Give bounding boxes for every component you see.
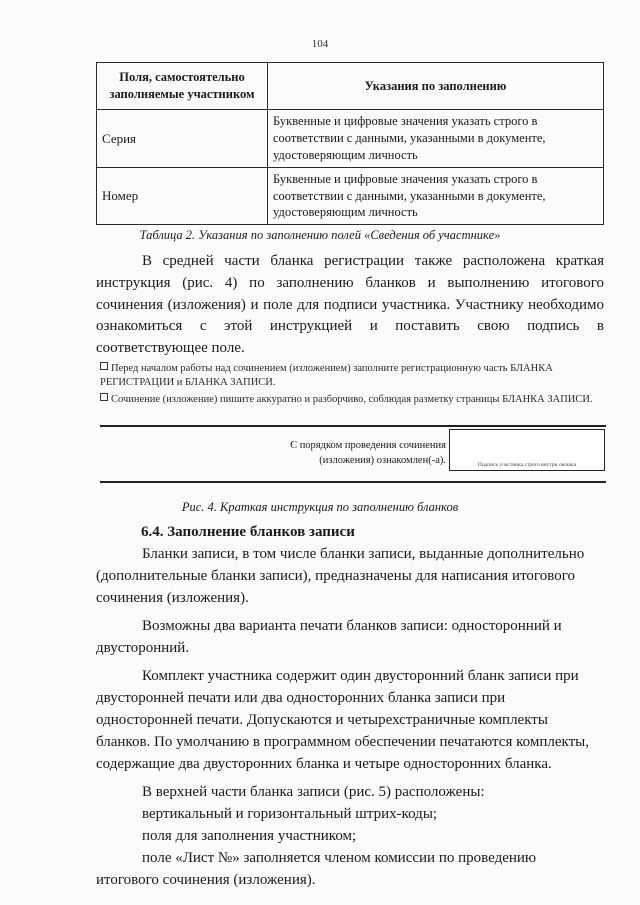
text-line: двусторонний.: [96, 640, 190, 656]
text-line: Возможны два варианта печати бланков записи: односторонний и: [142, 618, 562, 634]
table-header-row: [97, 63, 604, 110]
checkbox-icon: [100, 362, 108, 370]
figure-caption: Рис. 4. Краткая инструкция по заполнению бланков: [181, 500, 459, 514]
signature-box: [449, 429, 605, 471]
instructions-table: [96, 62, 604, 225]
text-line: итогового сочинения (изложения).: [96, 872, 316, 888]
text-line: двусторонней печати или два односторонних бланка записи при: [96, 690, 506, 706]
text-line: Комплект участника содержит один двусторонний бланк записи при: [142, 668, 579, 684]
text-line: (дополнительные бланки записи), предназначены для написания итогового: [96, 568, 575, 584]
consent-text: С порядком проведения сочинения (изложения) ознакомлен(-а).: [290, 440, 446, 466]
figure-divider-bottom: [100, 481, 606, 483]
table-header-fields: Поля, самостоятельно заполняемые участником: [97, 63, 268, 110]
table-header-instructions: Указания по заполнению: [268, 63, 604, 110]
text-line: поле «Лист №» заполняется членом комиссии по проведению: [142, 850, 537, 866]
figure-divider: [100, 425, 606, 427]
text-line: сочинения (изложения).: [96, 590, 249, 606]
figure-instruction-1-text: Перед началом работы над сочинением (изложением) заполните регистрационную часть БЛАНКА РЕГИСТРАЦИИ и БЛАНКА ЗАПИСИ.: [100, 363, 553, 388]
table-cell-field: Номер: [97, 167, 268, 225]
text-line: бланков. По умолчанию в программном обеспечении печатаются комплекты,: [96, 734, 589, 750]
figure-instruction-2: [100, 393, 606, 407]
text-line: содержащие два двусторонних бланка и четыре односторонних бланка.: [96, 756, 552, 772]
checkbox-icon: [100, 393, 108, 401]
figure-instruction-2-text: Сочинение (изложение) пишите аккуратно и разборчиво, соблюдая разметку страницы БЛАНКА ЗАПИСИ.: [111, 394, 593, 405]
table-cell-instruction: Буквенные и цифровые значения указать строго в соответствии с данными, указанными в документе, удостоверяющим личность: [268, 167, 604, 225]
text-line: вертикальный и горизонтальный штрих-коды;: [142, 806, 438, 822]
paragraph-intro: В средней части бланка регистрации также расположена краткая инструкция (рис. 4) по заполнению бланков и выполнению итогового сочинения (изложения) и поле для подписи участника. Участнику необходимо ознакомиться с этой инструкцией и поставить свою подпись в соответствующее поле.: [96, 253, 604, 357]
text-line: В верхней части бланка записи (рис. 5) расположены:: [142, 784, 485, 800]
signature-label: Подпись участника строго внутри окошка: [477, 462, 577, 468]
page-number: 104: [311, 38, 329, 50]
table-cell-field: Серия: [97, 110, 268, 168]
figure-instruction-1: [100, 362, 606, 390]
table-row: [97, 110, 604, 168]
table-cell-instruction: Буквенные и цифровые значения указать строго в соответствии с данными, указанными в документе, удостоверяющим личность: [268, 110, 604, 168]
table-row: [97, 167, 604, 225]
text-line: Бланки записи, в том числе бланки записи, выданные дополнительно: [142, 546, 585, 562]
section-heading: 6.4. Заполнение бланков записи: [141, 524, 355, 540]
text-line: односторонней печати. Допускаются и четырехстраничные комплекты: [96, 712, 548, 728]
table-caption: Таблица 2. Указания по заполнению полей «Сведения об участнике»: [139, 228, 501, 242]
text-line: поля для заполнения участником;: [142, 828, 357, 844]
